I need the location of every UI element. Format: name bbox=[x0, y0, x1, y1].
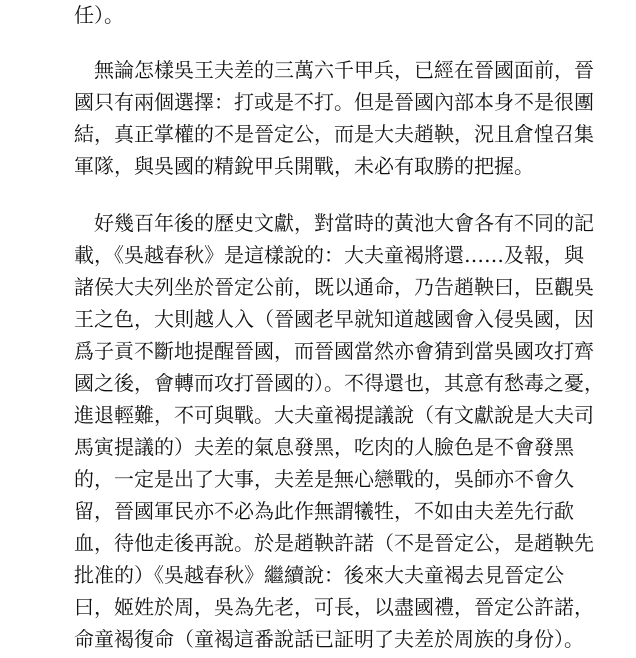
text-line: 的，一定是出了大事，夫差是無心戀戰的，吳師亦不會久 bbox=[74, 467, 574, 491]
text-line: 馬寅提議的）夫差的氣息發黑，吃肉的人臉色是不會發黑 bbox=[74, 435, 574, 459]
text-line: 曰，姬姓於周，吳為先老，可長，以盡國禮，晉定公許諾， bbox=[74, 595, 594, 619]
text-line: 國只有兩個選擇：打或是不打。但是晉國內部本身不是很團 bbox=[74, 90, 594, 114]
text-line: 血，待他走後再說。於是趙鞅許諾（不是晉定公，是趙鞅先 bbox=[74, 531, 594, 555]
text-line: 結，真正掌權的不是晉定公，而是大夫趙鞅，況且倉惶召集 bbox=[74, 122, 594, 146]
text-line: 載，《吳越春秋》是這樣說的：大夫童褐將還……及報，與 bbox=[74, 243, 584, 267]
text-line: 任）。 bbox=[74, 3, 124, 27]
text-line: 諸侯大夫列坐於晉定公前，既以通命，乃告趙鞅曰，臣觀吳 bbox=[74, 275, 594, 299]
text-line: 命童褐復命（童褐這番說話已証明了夫差於周族的身份）。 bbox=[74, 627, 584, 651]
paragraph-first-line: 好幾百年後的歷史文獻，對當時的黃池大會各有不同的記 bbox=[94, 211, 594, 235]
text-line: 留，晉國軍民亦不必為此作無謂犧牲，不如由夫差先行歃 bbox=[74, 499, 574, 523]
text-line: 國之後，會轉而攻打晉國的）。不得還也，其意有愁毒之憂， bbox=[74, 371, 604, 395]
text-line: 批准的）《吳越春秋》繼續說：後來大夫童褐去見晉定公 bbox=[74, 563, 564, 587]
text-line: 軍隊，與吳國的精銳甲兵開戰，未必有取勝的把握。 bbox=[74, 154, 534, 178]
paragraph-first-line: 無論怎樣吳王夫差的三萬六千甲兵，已經在晉國面前，晉 bbox=[94, 58, 594, 82]
text-line: 進退輕難，不可與戰。大夫童褐提議說（有文獻說是大夫司 bbox=[74, 403, 594, 427]
text-line: 爲子貢不斷地提醒晉國，而晉國當然亦會猜到當吳國攻打齊 bbox=[74, 339, 594, 363]
text-line: 王之色，大則越人入（晉國老早就知道越國會入侵吳國，因 bbox=[74, 307, 594, 331]
